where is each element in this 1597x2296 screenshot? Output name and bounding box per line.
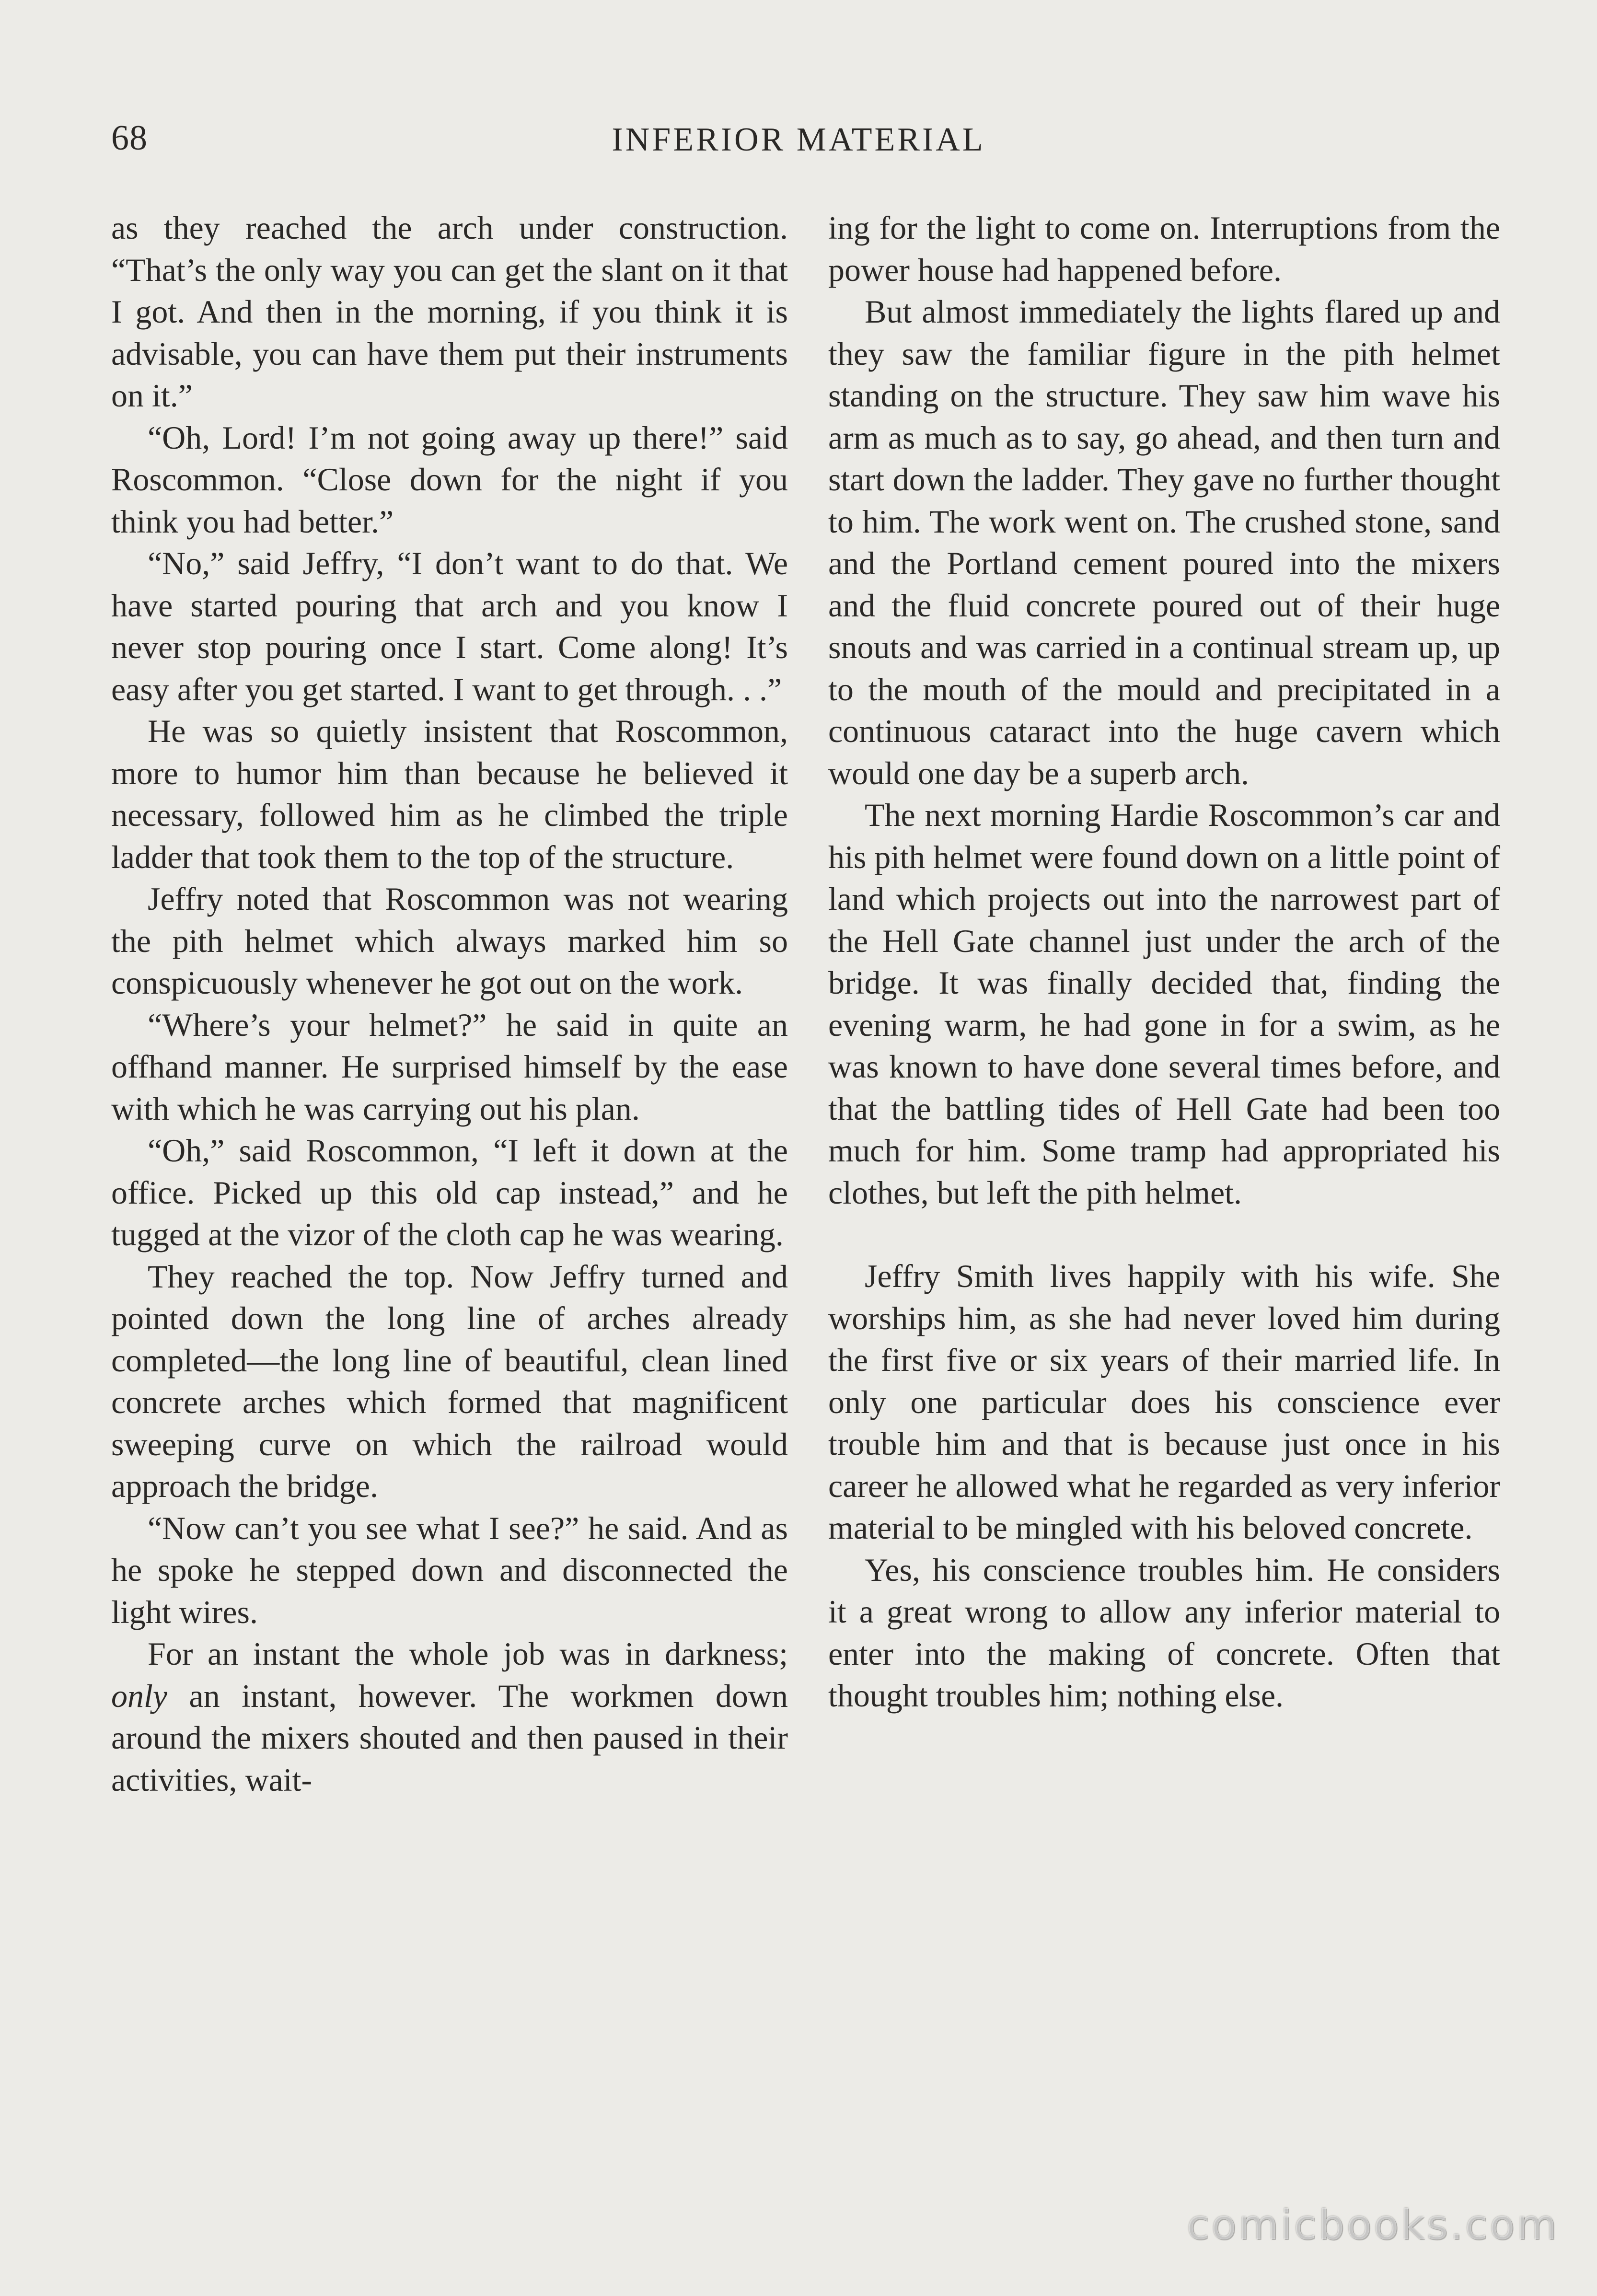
running-title: INFERIOR MATERIAL xyxy=(612,121,985,158)
watermark-logo: comicbooks.com xyxy=(1186,2201,1559,2249)
paragraph: They reached the top. Now Jeffry turned and pointed down the long line of arches already completed—the long line of beautiful, clean lined concrete arches which formed that magnificent sweeping curve on which the railroad would approach the bridge. xyxy=(111,1258,788,1504)
paragraph: “Where’s your helmet?” he said in quite an offhand manner. He surprised himself by the ease with which he was carrying out his plan. xyxy=(111,1006,788,1127)
paragraph: “Now can’t you see what I see?” he said. And as he spoke he stepped down and disconnected the light wires. xyxy=(111,1509,788,1630)
paragraph: as they reached the arch under construction. “That’s the only way you can get the slant on it that I got. And then in the morning, if you think it is advisable, you can have them put their instruments on it.” xyxy=(111,209,788,414)
emphasis-text: only xyxy=(111,1677,168,1714)
page-number: 68 xyxy=(111,118,148,158)
paragraph: He was so quietly insistent that Roscommon, more to humor him than because he believed it necessary, followed him as he climbed the triple ladder that took them to the top of the structure. xyxy=(111,713,788,875)
paragraph: “No,” said Jeffry, “I don’t want to do that. We have started pouring that arch and you know I never stop pouring once I start. Come along! It’s easy after you get started. I want to get through. . .” xyxy=(111,545,788,707)
paragraph: But almost immediately the lights flared up and they saw the familiar figure in the pith helmet standing on the structure. They saw him wave his arm as much as to say, go ahead, and then turn and start down the ladder. They gave no further thought to him. The work went on. The crushed stone, sand and the Portland cement poured into the mixers and the fluid concrete poured out of their huge snouts and was carried in a continual stream up, up to the mouth of the mould and precipitated in a continuous cataract into the huge cavern which would one day be a superb arch. xyxy=(828,293,1500,791)
paragraph: Yes, his conscience troubles him. He considers it a great wrong to allow any inferior material to enter into the making of concrete. Often that thought troubles him; nothing else. xyxy=(828,1551,1500,1714)
paragraph: ing for the light to come on. Interruptions from the power house had happened before. xyxy=(828,209,1500,288)
text-run: For an instant the whole job was in darkness; xyxy=(148,1635,788,1672)
paragraph: The next morning Hardie Roscommon’s car and his pith helmet were found down on a little point of land which projects out into the narrowest part of the Hell Gate channel just under the arch of the bridge. It was finally decided that, finding the evening warm, he had gone in for a swim, as he was known to have done several times before, and that the battling tides of Hell Gate had been too much for him. Some tramp had appropriated his clothes, but left the pith helmet. xyxy=(828,797,1500,1211)
text-run: an instant, however. The workmen down around the mixers shouted and then paused in their activities, wait- xyxy=(111,1677,788,1798)
left-column xyxy=(111,207,788,1801)
right-column xyxy=(828,207,1500,1717)
paragraph xyxy=(111,1633,788,1801)
paragraph: Jeffry Smith lives happily with his wife. She worships him, as she had never loved him during the first five or six years of their married life. In only one particular does his conscience ever trouble him and that is because just once in his career he allowed what he regarded as very inferior material to be mingled with his beloved concrete. xyxy=(828,1258,1500,1546)
paragraph: “Oh, Lord! I’m not going away up there!” said Roscommon. “Close down for the night if you think you had better.” xyxy=(111,419,788,540)
paragraph: Jeffry noted that Roscommon was not wearing the pith helmet which always marked him so conspicuously whenever he got out on the work. xyxy=(111,881,788,1001)
paragraph: “Oh,” said Roscommon, “I left it down at the office. Picked up this old cap instead,” and he tugged at the vizor of the cloth cap he was wearing. xyxy=(111,1132,788,1252)
